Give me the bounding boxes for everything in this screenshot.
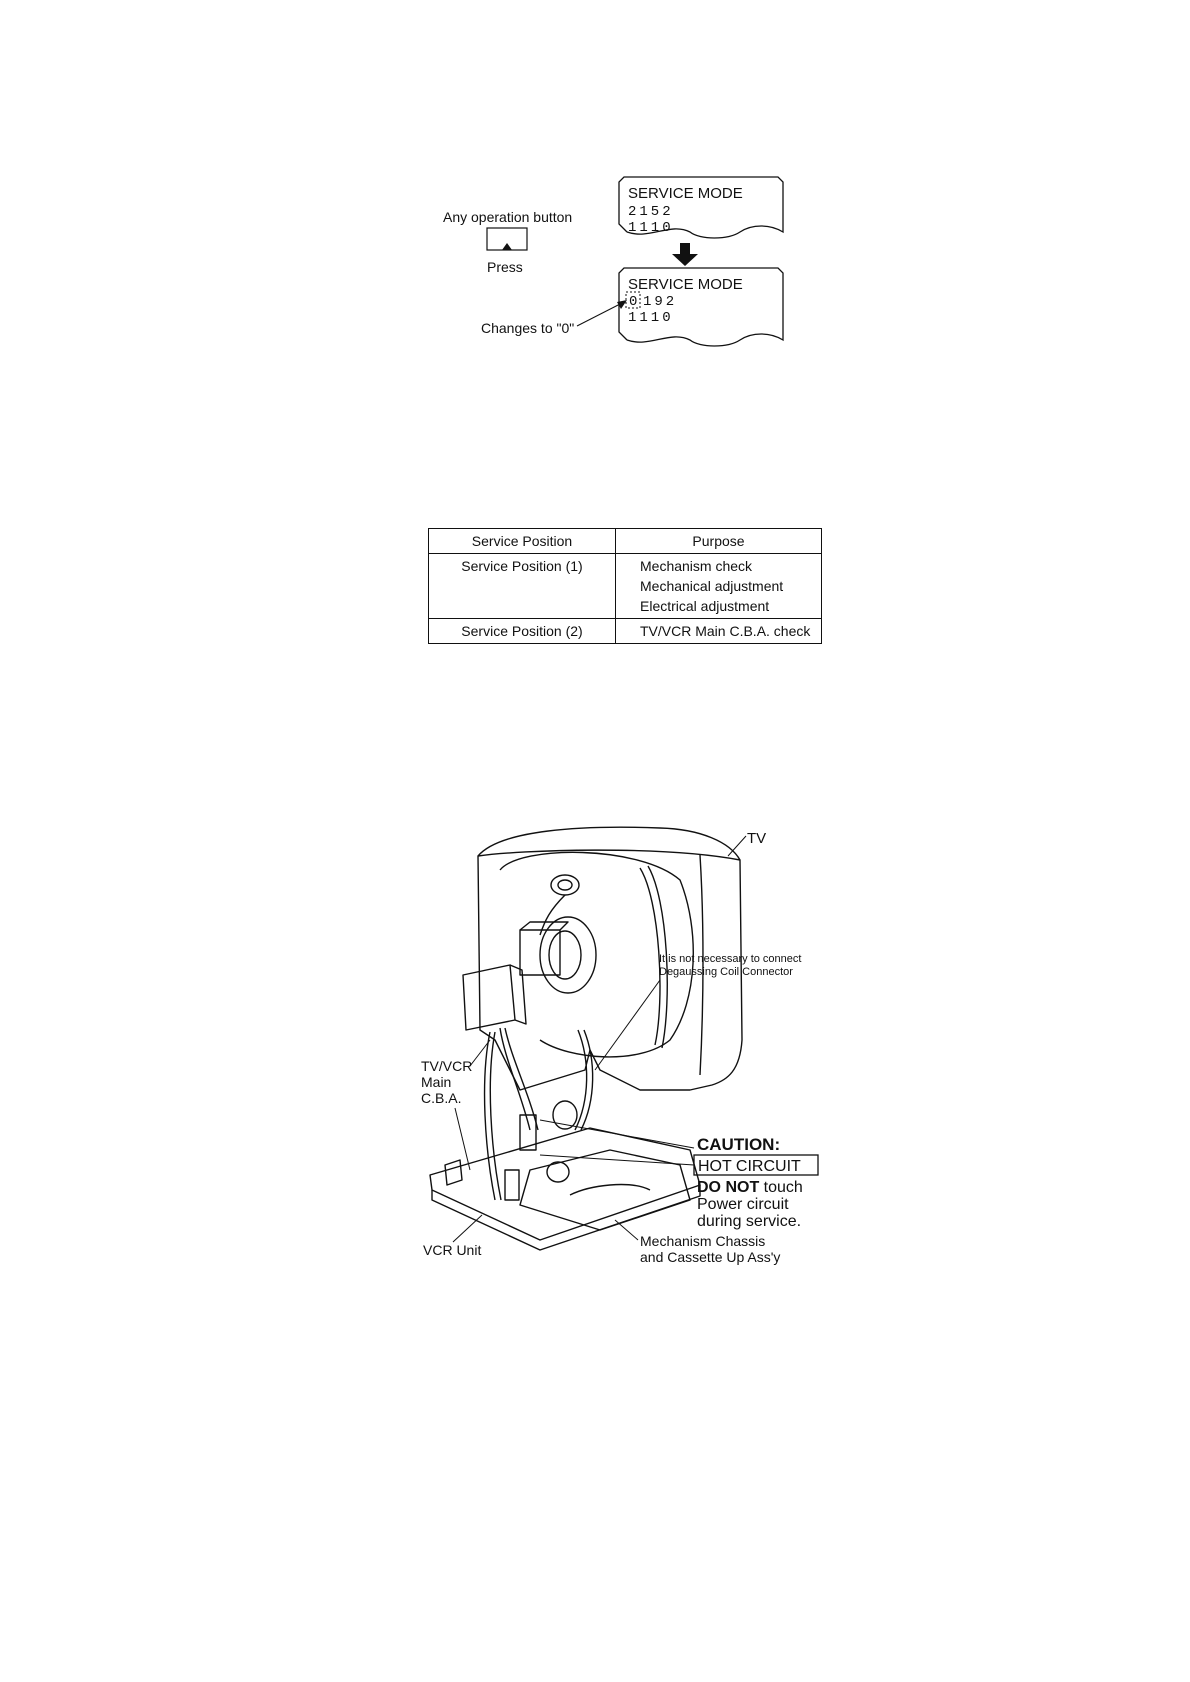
crt-board (463, 965, 515, 1030)
table-header-row (429, 529, 822, 554)
screen-2-line-2: 1110 (628, 310, 674, 326)
press-arrow-icon (502, 243, 512, 250)
caution-title: CAUTION: (697, 1135, 781, 1154)
table-row (429, 554, 822, 619)
header-purpose: Purpose (616, 529, 822, 554)
down-arrow-icon (672, 243, 698, 266)
purpose-item: TV/VCR Main C.B.A. check (640, 623, 811, 639)
mechanism-label-line-2: and Cassette Up Ass'y (640, 1249, 781, 1265)
service-position-table (428, 528, 822, 644)
screen-2-first-digit: 0 (629, 294, 638, 310)
cell-purposes-2 (616, 619, 822, 644)
screen-1-title: SERVICE MODE (628, 185, 743, 202)
degauss-note-line-1: It is not necessary to connect (659, 953, 802, 965)
main-cba-label-line-3: C.B.A. (421, 1090, 462, 1106)
caution-line-3: Power circuit (697, 1196, 789, 1213)
caution-touch: touch (759, 1179, 803, 1196)
header-service-position: Service Position (429, 529, 616, 554)
tv-service-position-figure (0, 800, 1190, 1320)
main-cba-label-line-1: TV/VCR (421, 1058, 473, 1074)
degauss-note-line-2: Degaussing Coil Connector (659, 966, 793, 978)
purpose-item: Mechanical adjustment (640, 578, 784, 594)
service-mode-figure (0, 0, 1190, 360)
any-operation-button-label: Any operation button (443, 209, 573, 225)
caution-do-not: DO NOT (697, 1179, 760, 1196)
press-label: Press (487, 259, 523, 275)
screen-2-line-1-rest: 192 (643, 294, 678, 310)
caution-hot-circuit: HOT CIRCUIT (698, 1158, 801, 1175)
changes-callout: Changes to "0" (481, 320, 575, 336)
caution-line-4: during service. (697, 1213, 802, 1230)
vcr-unit-label: VCR Unit (423, 1242, 482, 1258)
caution-line-2 (697, 1179, 803, 1196)
cell-purposes-1 (616, 554, 822, 619)
screen-2-title: SERVICE MODE (628, 276, 743, 293)
callout-leader (577, 302, 624, 326)
mechanism-label-line-1: Mechanism Chassis (640, 1233, 766, 1249)
purpose-item: Electrical adjustment (640, 598, 770, 614)
tv-label: TV (747, 830, 767, 847)
screen-1-line-1: 2152 (628, 204, 674, 220)
purpose-item: Mechanism check (640, 558, 753, 574)
cell-position-1: Service Position (1) (429, 554, 616, 619)
table-row (429, 619, 822, 644)
screen-1-line-2: 1110 (628, 220, 674, 236)
cell-position-2: Service Position (2) (429, 619, 616, 644)
vcr-unit (430, 1128, 700, 1240)
main-cba-label-line-2: Main (421, 1074, 452, 1090)
